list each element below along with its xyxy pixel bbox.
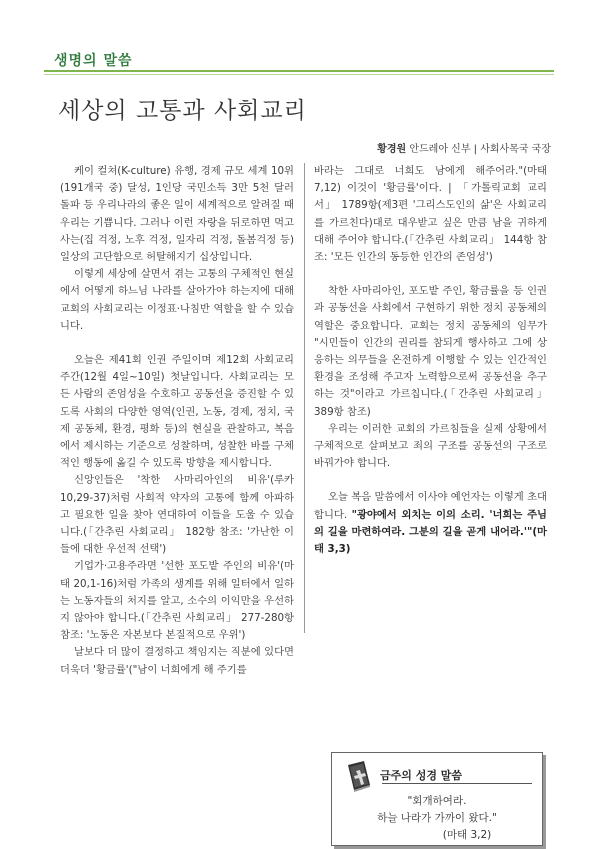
- verse-reference: (마태 3,2): [442, 829, 492, 841]
- verse-line: "회개하여라.: [407, 795, 467, 807]
- paragraph: 케이 컬쳐(K-culture) 유행, 경제 규모 세계 10위(191개국 중) 달성, 1인당 국민소득 3만 5천 달러 돌파 등 우리나라의 좋은 일이 세계적으로 알려질 때 우리는 기쁩니다. 그러나 이런 자랑을 뒤로하면 먹고사는(집 걱정, 노후 걱정, 일자리 걱정, 돌봄걱정 등) 일상의 고단함으로 허탈해지기 십상입니다.: [60, 165, 294, 264]
- gospel-quote: "광야에서 외치는 이의 소리. '너희는 주님의 길을 마련하여라. 그분의 길을 곧게 내어라.'": [314, 508, 547, 538]
- article-title: 세상의 고통과 사회교리: [58, 98, 307, 124]
- paragraph: 오늘은 제41회 인권 주일이며 제12회 사회교리 주간(12월 4일~10일) 첫날입니다. 사회교리는 모든 사람의 존엄성을 수호하고 공동선을 증진할 수 있도록 사회의 다양한 영역(인권, 노동, 경제, 정치, 국제 공동체, 환경, 평화 등)의 현실을 관찰하고, 복음에서 제시하는 기준으로 성찰하며, 성찰한 바를 구체적인 행동에 옮길 수 있도록 방향을 제시합니다.: [60, 354, 294, 470]
- author-role: 안드레아 신부 | 사회사목국 국장: [406, 144, 551, 155]
- left-column: [60, 163, 294, 679]
- author-name: 황경원: [377, 144, 407, 155]
- header-rule: [44, 70, 554, 72]
- paragraph: 이렇게 세상에 살면서 겪는 고통의 구체적인 현실에서 어떻게 하느님 나라를 살아가야 하는지에 대해 교회의 사회교리는 이정표·나침반 역할을 할 수 있습니다.: [60, 268, 294, 332]
- header-rule-thin: [44, 74, 554, 75]
- box-title-rule: [382, 783, 532, 784]
- paragraph: 날보다 더 많이 결정하고 책임지는 직분에 있다면 더욱더 '황금률'("남이 너희에게 해 주기를: [60, 646, 294, 676]
- section-label: 생명의 말씀: [54, 53, 133, 69]
- paragraph: 우리는 이러한 교회의 가르침들을 실제 상황에서 구체적으로 살펴보고 죄의 구조를 공동선의 구조로 바꿔가야 합니다.: [314, 422, 547, 470]
- column-divider: [304, 163, 305, 633]
- closing-paragraph: [314, 489, 547, 558]
- paragraph: 바라는 그대로 너희도 남에게 해주어라."(마태 7,12) 이것이 '황금률'이다. | 「가톨릭교회 교리서」 1789항(제3편 '그리스도인의 삶'은 사회교리를 가르친다)대로 대우받고 싶은 만큼 남을 귀하게 대해 주어야 합니다.(「간추린 사회교리」 144항 참조: '모든 인간의 동등한 인간의 존엄성'): [314, 165, 547, 264]
- paragraph: 신앙인들은 '착한 사마리아인의 비유'(루카 10,29-37)처럼 사회적 약자의 고통에 함께 아파하고 필요한 일을 찾아 연대하여 이들을 도울 수 있습니다.(「간추린 사회교리」 182항 참조: '가난한 이들에 대한 우선적 선택'): [60, 474, 294, 556]
- paragraph: 기업가·고용주라면 '선한 포도밭 주인의 비유'(마태 20,1-16)처럼 가족의 생계를 위해 일터에서 일하는 노동자들의 처지를 알고, 소수의 이익만을 우선하지 않아야 합니다.(「간추린 사회교리」 277-280항 참조: '노동은 자본보다 본질적으로 우위'): [60, 560, 294, 642]
- box-title: 금주의 성경 말씀: [380, 769, 463, 782]
- page-header: [44, 6, 554, 70]
- right-column: [314, 163, 547, 558]
- closing-lead: 오늘 복음 말씀에서 이사야 예언자는 이렇게 초대합니다.: [314, 491, 547, 521]
- bible-icon: [344, 759, 374, 793]
- box-verse: [332, 793, 542, 844]
- gospel-reference: (마태 3,3): [314, 525, 547, 556]
- author-line: [377, 140, 551, 155]
- paragraph: 착한 사마리아인, 포도밭 주인, 황금률을 등 인권과 공동선을 사회에서 구현하기 위한 정치 공동체의 역할은 중요합니다. 교회는 정치 공동체의 임무가 "시민들이 인간의 권리를 참되게 행사하고 그에 상응하는 의무들을 온전하게 이행할 수 있는 인간적인 환경을 조성해 주고자 노력함으로써 공동선을 추구하는 것"이라고 가르칩니다.(「간추린 사회교리」 389항 참조): [314, 285, 547, 418]
- weekly-verse-box: [331, 752, 543, 846]
- verse-line: 하늘 나라가 가까이 왔다.": [377, 812, 497, 824]
